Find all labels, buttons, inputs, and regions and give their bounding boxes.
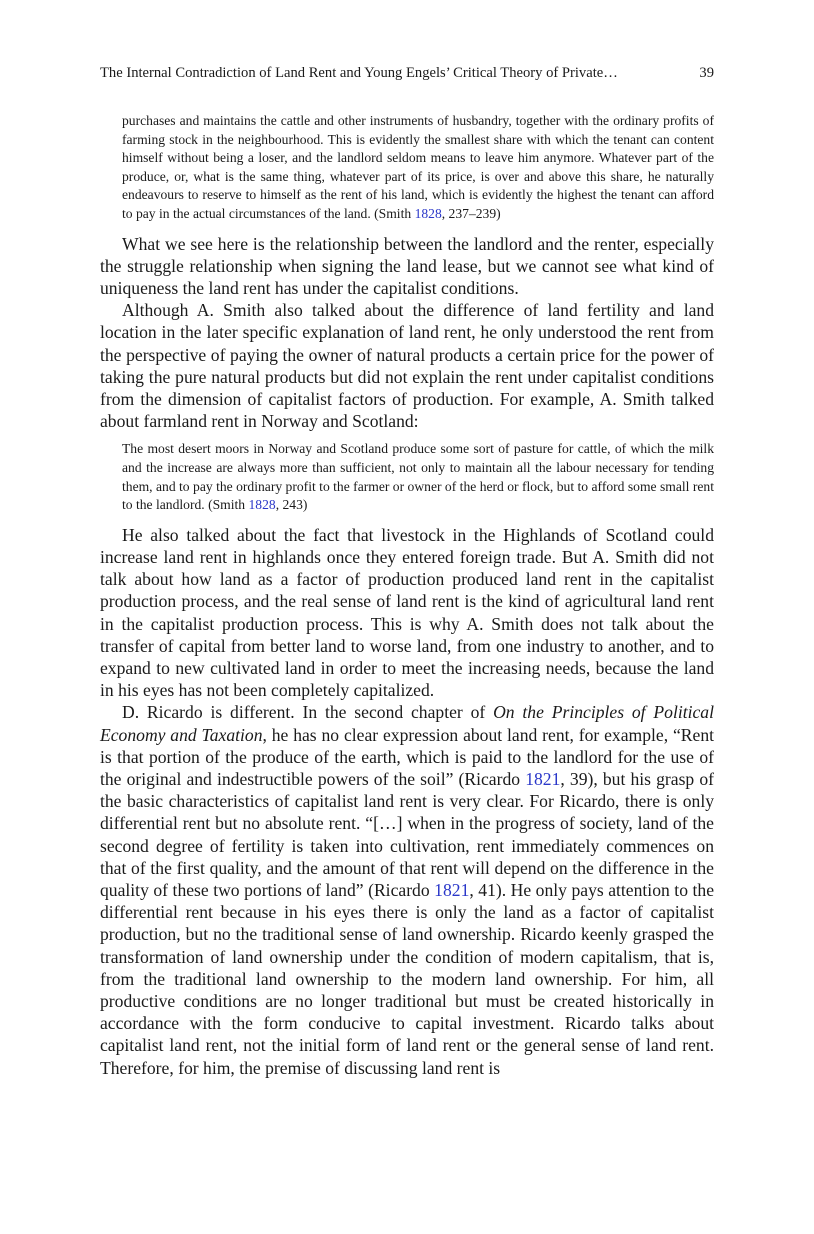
paragraph-text: , 39), but his grasp of the basic characteristics of capitalist land rent is very clear. For Ricardo, there is only differential rent but no absolute rent. “[…] when in the progress of society, land of the second degree of fertility is taken into cultivation, rent immediately commences on that of the first quality, and the amount of that rent will depend on the difference in the quality of these two portions of land” (Ricardo: [100, 769, 714, 901]
block-quote-smith-rent: [122, 112, 714, 224]
paragraph-text: , he has no clear expression about land rent, for example, “Rent is that portion of the produce of the earth, which is paid to the landlord for the use of the original and indestructible powers of the soil” (Ricardo: [100, 724, 714, 789]
page-number: 39: [699, 65, 714, 81]
body-text: [100, 112, 714, 1079]
paragraph-text: , 41). He only pays attention to the differential rent because in his eyes there is only the land as a factor of capitalist production, but no the traditional sense of land ownership. Ricardo keenly grasped the transformation of land ownership under the condition of modern capitalism, that is, from the traditional land ownership to the modern land ownership. For him, all productive conditions are no longer traditional but must be created historically in accordance with the form conducive to capital investment. Ricardo talks about capitalist land rent, not the initial form of land rent or the general sense of land rent. Therefore, for him, the premise of discussing land rent is: [100, 880, 714, 1078]
quote-text: purchases and maintains the cattle and other instruments of husbandry, together with the ordinary profits of farming stock in the neighbourhood. This is evidently the smallest share with which the tenant can content himself without being a loser, and the landlord seldom means to leave him anymore. Whatever part of the produce, or, what is the same thing, whatever part of its price, is over and above this share, he naturally endeavours to reserve to himself as the rent of his land, which is evidently the highest the tenant can afford to pay in the actual circumstances of the land. (Smith: [122, 113, 714, 221]
paragraph-lead: D. Ricardo is different. In the second chapter of: [122, 702, 494, 723]
paragraph-smith-highlands: He also talked about the fact that livestock in the Highlands of Scotland could increase land rent in highlands once they entered foreign trade. But A. Smith did not talk about how land as a factor of production produced land rent in the capitalist production process, and the real sense of land rent is the kind of agricultural land rent in the capitalist production process. This is why A. Smith does not talk about the transfer of capital from better land to worse land, from one industry to another, and to expand to new cultivated land in order to meet the increasing needs, because the land in his eyes has not been completely capitalized.: [100, 524, 714, 701]
running-title: The Internal Contradiction of Land Rent and Young Engels’ Critical Theory of Private…: [100, 65, 618, 81]
quote-text: The most desert moors in Norway and Scotland produce some sort of pasture for cattle, of which the milk and the increase are always more than sufficient, not only to maintain all the labour necessary for tending them, and to pay the ordinary profit to the farmer or owner of the herd or flock, but to afford some small rent to the landlord. (Smith: [122, 441, 714, 513]
citation-link-smith-1828[interactable]: 1828: [248, 497, 276, 513]
paragraph-smith-fertility: Although A. Smith also talked about the difference of land fertility and land location in the later specific explanation of land rent, he only understood the rent from the perspective of paying the owner of natural products a certain price for the power of taking the pure natural products but did not explain the rent under capitalist conditions from the dimension of capitalist factors of production. For example, A. Smith talked about farmland rent in Norway and Scotland:: [100, 300, 714, 432]
citation-link-smith-1828[interactable]: 1828: [414, 205, 442, 221]
citation-tail: , 237–239): [441, 205, 501, 221]
block-quote-smith-norway: [122, 440, 714, 514]
citation-link-ricardo-1821[interactable]: 1821: [525, 769, 561, 789]
citation-link-ricardo-1821[interactable]: 1821: [434, 880, 470, 901]
citation-tail: , 243): [275, 497, 308, 513]
book-title: On the Principles of Political Economy and Taxation: [100, 702, 714, 745]
paragraph-landlord-renter: What we see here is the relationship between the landlord and the renter, especially the struggle relationship when signing the land lease, but we cannot see what kind of uniqueness the land rent has under the capitalist conditions.: [100, 233, 714, 298]
paragraph-ricardo: [100, 701, 714, 1078]
